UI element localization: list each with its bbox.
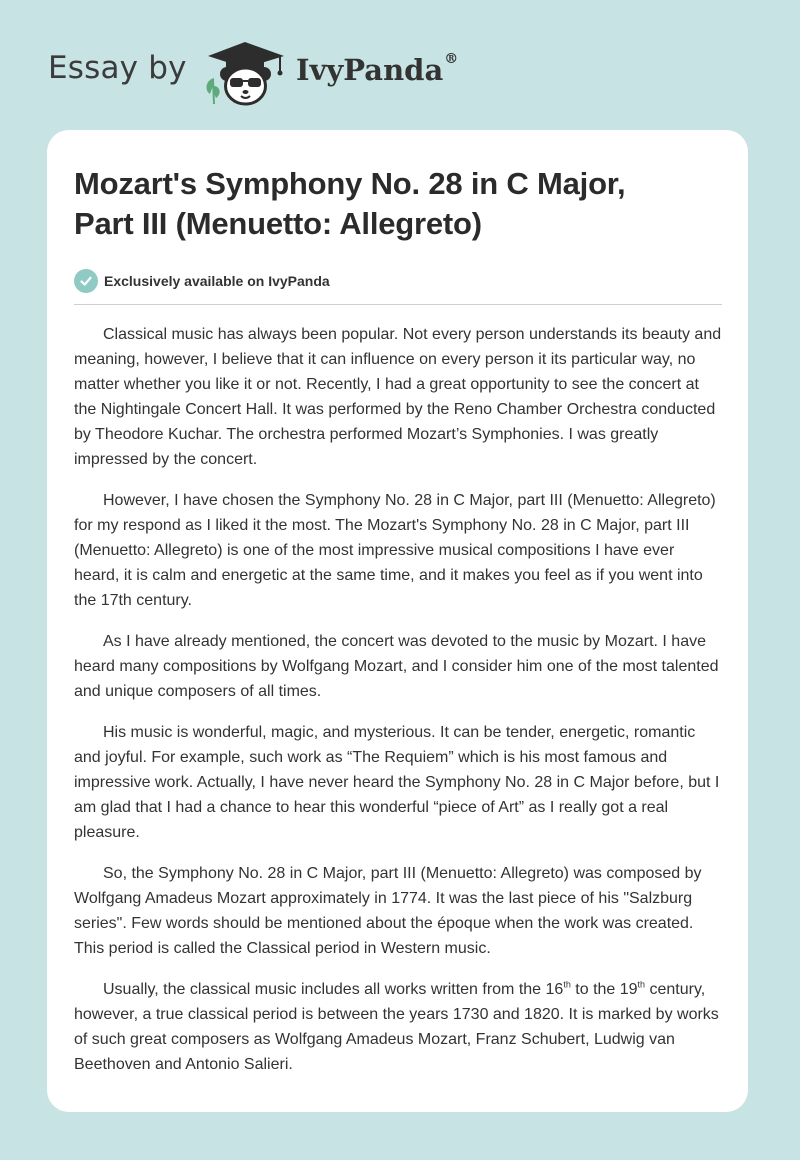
essay-card — [47, 130, 748, 1112]
paragraph-6-part-c: century, however, a true classical period is between the years 1730 and 1820. It is marked by works of such great composers as Wolfgang Amadeus Mozart, Franz Schubert, Ludwig van Beethoven and Antonio Salieri. — [74, 981, 719, 1073]
site-header — [0, 0, 800, 130]
essay-paragraph-1: Classical music has always been popular. Not every person understands its beauty and meaning, however, I believe that it can influence on every person it its particular way, no matter whether you like it or not. Recently, I had a great opportunity to see the concert at the Nightingale Concert Hall. It was performed by the Reno Chamber Orchestra conducted by Theodore Kuchar. The orchestra performed Mozart’s Symphonies. I was greatly impressed by the concert. — [74, 326, 722, 468]
superscript-th: th — [637, 979, 646, 990]
paragraph-6-part-a: Usually, the classical music includes all works written from the 16 — [103, 981, 564, 998]
essay-by-label: Essay by — [48, 50, 187, 86]
registered-mark: ® — [444, 51, 459, 67]
exclusive-label: Exclusively available on IvyPanda — [104, 273, 330, 289]
essay-paragraph-4: His music is wonderful, magic, and mysterious. It can be tender, energetic, romantic and joyful. For example, such work as “The Requiem” which is his most famous and impressive work. Actually, I have never heard the Symphony No. 28 in C Major before, but I am glad that I had a chance to hear this wonderful “piece of Art” as I really got a real pleasure. — [74, 724, 720, 841]
panda-graduate-logo-icon[interactable] — [200, 36, 290, 108]
essay-paragraph-2: However, I have chosen the Symphony No. 28 in C Major, part III (Menuetto: Allegreto) for my respond as I liked it the most. The Mozart's Symphony No. 28 in C Major, part III (Menuetto: Allegreto) is one of the most impressive musical compositions I have ever heard, it is calm and energetic at the same time, and it makes you feel as if you went into the 17th century. — [74, 492, 716, 609]
superscript-th: th — [563, 979, 571, 990]
ivypanda-brand-name[interactable] — [296, 53, 458, 87]
paragraph-6-part-b: to the 19 — [570, 981, 638, 998]
essay-body — [74, 322, 722, 1077]
essay-title-line-2: Part III (Menuetto: Allegreto) — [74, 206, 482, 241]
essay-title-line-1: Mozart's Symphony No. 28 in C Major, — [74, 166, 626, 201]
checkmark-badge-icon — [74, 269, 98, 293]
brand-name-text: IvyPanda — [296, 53, 444, 87]
essay-paragraph-3: As I have already mentioned, the concert was devoted to the music by Mozart. I have heard many compositions by Wolfgang Mozart, and I consider him one of the most talented and unique composers of all times. — [74, 633, 719, 700]
essay-paragraph-6 — [74, 977, 722, 1077]
essay-paragraph-5: So, the Symphony No. 28 in C Major, part III (Menuetto: Allegreto) was composed by Wolfgang Amadeus Mozart approximately in 1774. It was the last piece of his "Salzburg series". Few words should be mentioned about the époque when the work was created. This period is called the Classical period in Western music. — [74, 865, 702, 957]
divider — [74, 304, 722, 305]
essay-title — [74, 164, 722, 244]
exclusive-availability — [74, 268, 722, 294]
